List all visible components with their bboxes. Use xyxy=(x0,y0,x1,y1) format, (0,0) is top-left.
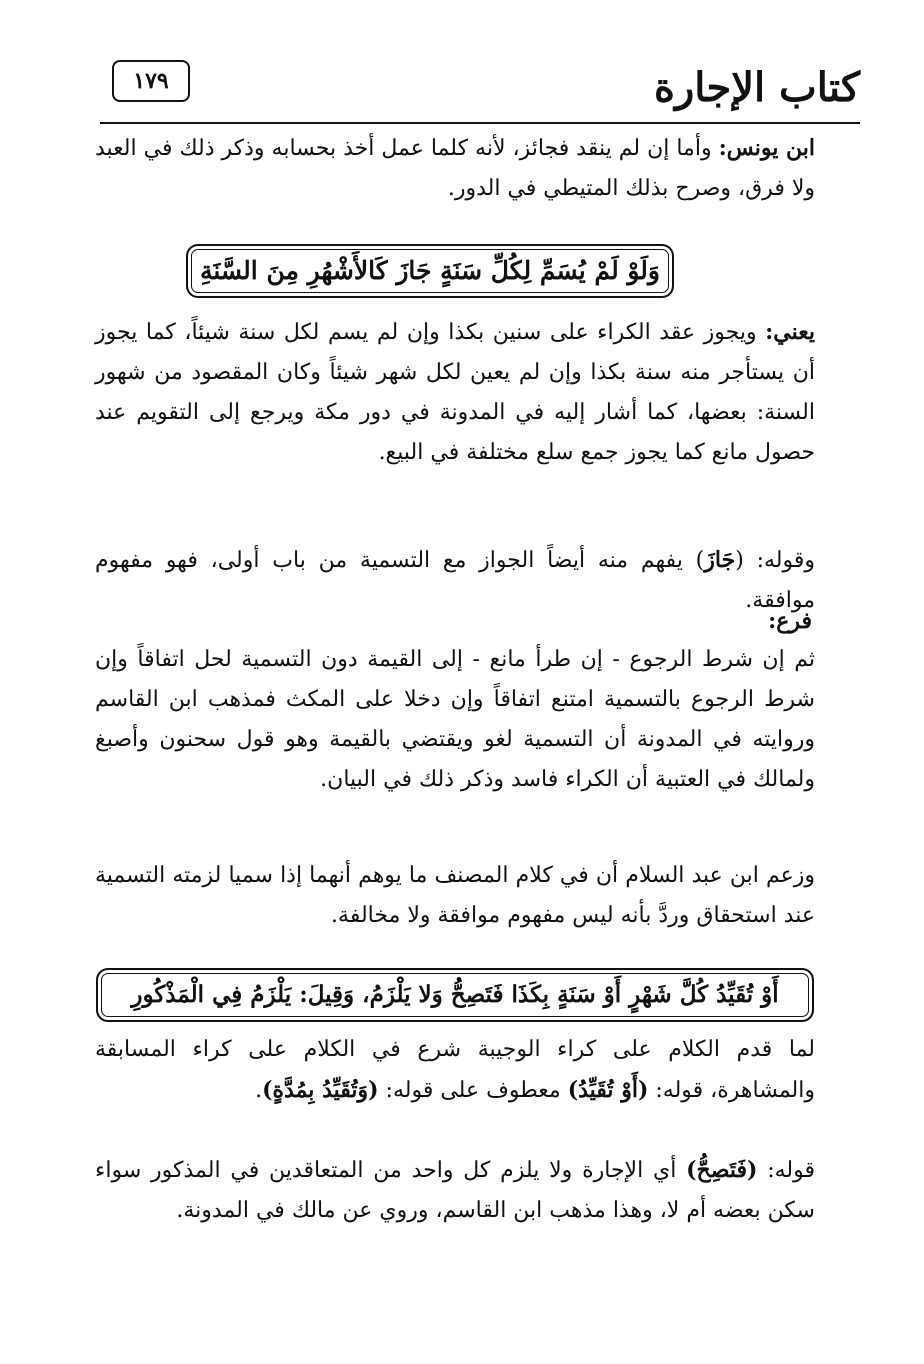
text-before-term: وقوله: ( xyxy=(735,548,815,573)
paragraph-ibn-yunus xyxy=(95,128,815,209)
page-header xyxy=(100,60,860,130)
text-after-term: ) يفهم منه أيضاً الجواز مع التسمية من باب أولى، فهو مفهوم موافقة. xyxy=(95,548,815,613)
term-fatasih: (فَتَصِحُّ) xyxy=(686,1157,758,1183)
paragraph-text: وأما إن لم ينقد فجائز، لأنه كلما عمل أخذ بحسابه وذكر ذلك في العبد ولا فرق، وصرح بذلك المتيطي في الدور. xyxy=(95,136,815,201)
paragraph-wajiba xyxy=(95,1030,815,1111)
subheading-far: فرع: xyxy=(768,608,812,634)
matn-quote-box-2 xyxy=(96,968,814,1022)
paragraph-fatasih xyxy=(95,1150,815,1231)
header-divider xyxy=(100,122,860,124)
paragraph-explanation xyxy=(95,312,815,473)
paragraph-text: لما قدم الكلام على كراء الوجيبة شرع في الكلام على كراء المسابقة والمشاهرة، قوله: xyxy=(95,1037,815,1103)
paragraph-text: ثم إن شرط الرجوع - إن طرأ مانع - إلى القيمة دون التسمية لحل اتفاقاً وإن شرط الرجوع بالتسمية امتنع اتفاقاً وإن دخلا على المكث فمذهب ابن القاسم وروايته في المدونة أن التسمية لغو ويقتضي بالقيمة وهو قول سحنون وأصبغ ولمالك في العتبية أن الكراء فاسد وذكر ذلك في البيان. xyxy=(95,647,815,792)
term-aw-tuqayyid: (أَوْ تُقَيِّدُ) xyxy=(567,1077,649,1103)
term-jaza: جَازَ xyxy=(704,547,736,573)
text-before-term: قوله: xyxy=(757,1158,815,1183)
paragraph-ibn-abd-salam xyxy=(95,856,815,936)
paragraph-text: وزعم ابن عبد السلام أن في كلام المصنف ما يوهم أنهما إذا سميا لزمته التسمية عند استحقاق وردَّ بأنه ليس مفهوم موافقة ولا مخالفة. xyxy=(95,863,815,928)
matn-quote-text: وَلَوْ لَمْ يُسَمِّ لِكُلِّ سَنَةٍ جَازَ كَالأَشْهُرِ مِنَ السَّنَةِ xyxy=(199,256,660,285)
text-after-term: أي الإجارة ولا يلزم كل واحد من المتعاقدين في المذكور سواء سكن بعضه أم لا، وهذا مذهب ابن القاسم، وروي عن مالك في المدونة. xyxy=(95,1158,815,1223)
paragraph-text: ويجوز عقد الكراء على سنين بكذا وإن لم يسم لكل سنة شيئاً، كما يجوز أن يستأجر منه سنة بكذا وإن لم يعين لكل شهر شيئاً وكان المقصود من شهور السنة: بعضها، كما أشار إليه في المدونة في دور مكة ويرجع إلى التقويم عند حصول مانع كما يجوز جمع سلع مختلفة في البيع. xyxy=(95,320,815,465)
paragraph-text: . xyxy=(255,1078,263,1103)
book-title: كتاب الإجارة xyxy=(654,64,860,111)
paragraph-condition xyxy=(95,640,815,800)
speaker-label: ابن يونس: xyxy=(718,135,815,161)
lead-label: يعني: xyxy=(765,319,815,345)
paragraph-text: معطوف على قوله: xyxy=(378,1078,568,1103)
paragraph-jaza-note xyxy=(95,540,815,621)
matn-quote-text-2: أَوْ تُقَيِّدُ كُلَّ شَهْرٍ أَوْ سَنَةٍ بِكَذَا فَتَصِحُّ وَلا يَلْزَمُ، وَقِيلَ: يَلْزَمُ فِي الْمَذْكُورِ xyxy=(131,981,779,1009)
matn-quote-box xyxy=(186,244,674,298)
term-wa-tuqayyid-bi-mudda: (وَتُقَيِّدُ بِمُدَّةٍ) xyxy=(262,1077,379,1103)
page-number: ١٧٩ xyxy=(112,60,190,102)
